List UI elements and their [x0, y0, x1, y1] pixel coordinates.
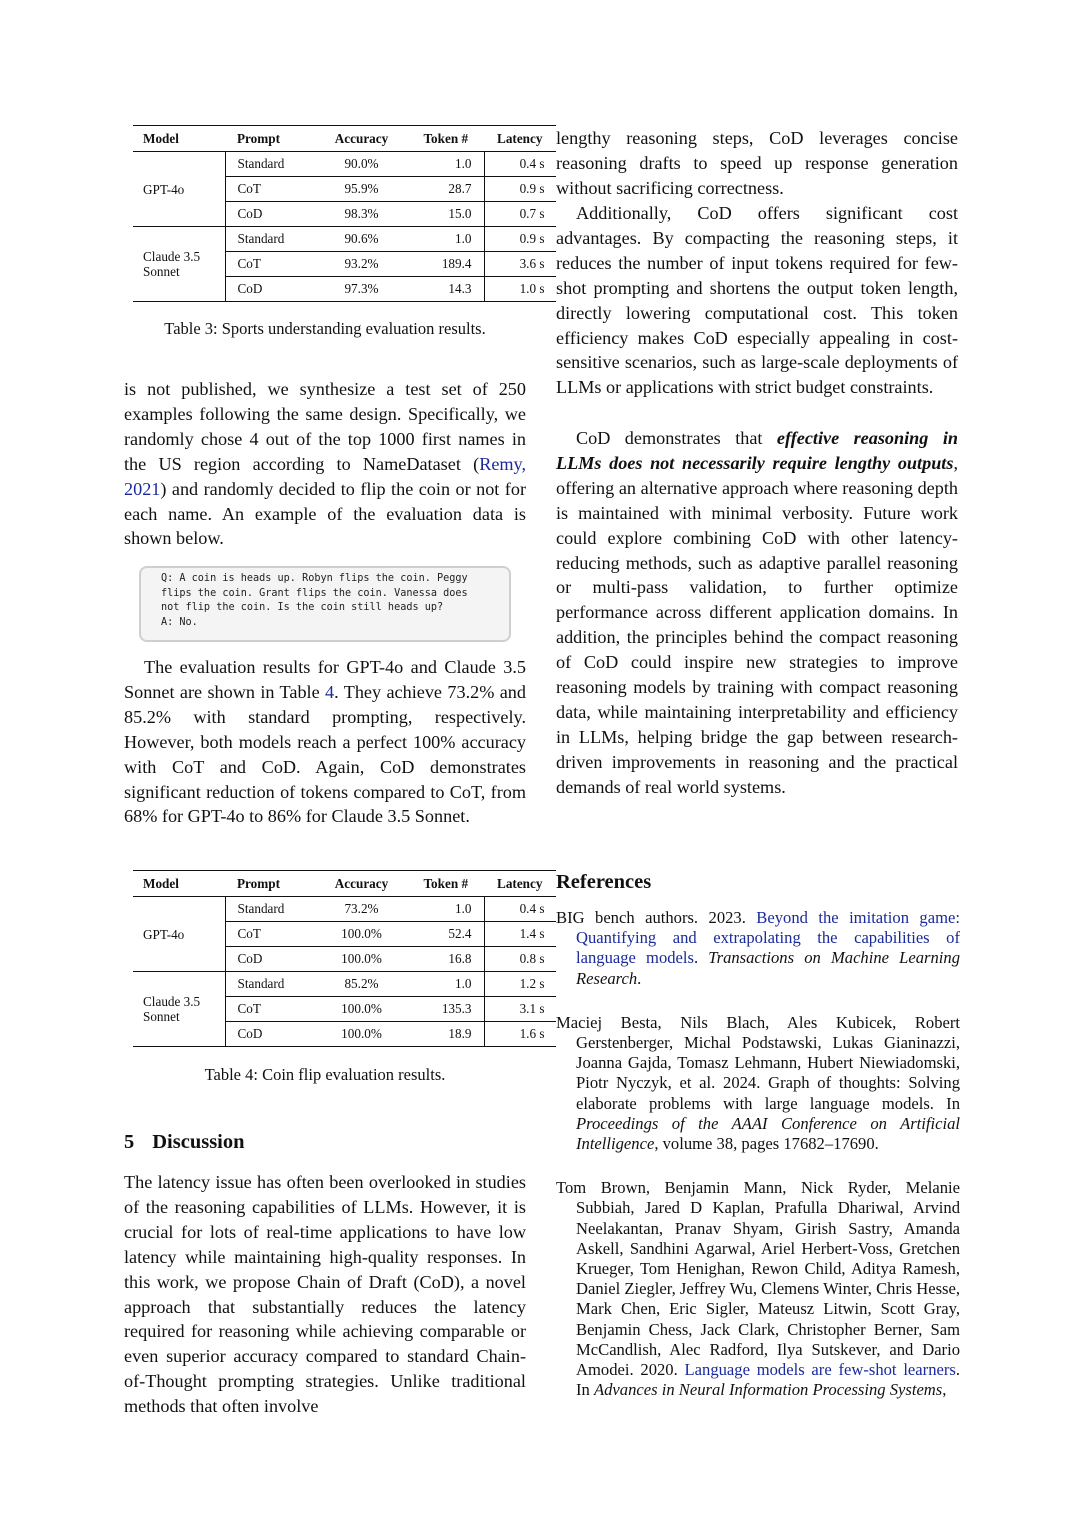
table-4-caption: Table 4: Coin flip evaluation results. [204, 1065, 446, 1084]
prompt-cell: Standard [225, 152, 316, 177]
tokens-cell: 52.4 [408, 922, 485, 947]
model-cell: GPT-4o [143, 926, 185, 942]
latency-cell: 0.9 s [484, 177, 556, 202]
accuracy-cell: 93.2% [316, 252, 408, 277]
table-3 [133, 125, 556, 302]
prompt-cell: CoT [225, 997, 316, 1022]
model-cell: Claude 3.5 Sonnet [133, 227, 225, 302]
prompt-cell: CoT [225, 922, 316, 947]
latency-cell: 0.4 s [484, 897, 556, 922]
table-row [133, 227, 556, 252]
prompt-cell: CoD [225, 277, 316, 302]
table-row [133, 972, 556, 997]
table-header-accuracy: Accuracy [316, 126, 408, 152]
tokens-cell: 14.3 [408, 277, 485, 302]
prompt-cell: CoD [225, 1022, 316, 1047]
latency-cell: 0.4 s [484, 152, 556, 177]
model-cell: Claude 3.5 Sonnet [133, 972, 225, 1047]
reference-link[interactable]: Beyond the imitation game: Quantifying and extrapolating the capabilities of language models [576, 908, 960, 968]
paragraph-cod-concise: lengthy reasoning steps, CoD leverages concise reasoning drafts to speed up response generation without sacrificing correctness. [556, 128, 958, 198]
model-cell: GPT-4o [143, 181, 185, 197]
reference-item: Tom Brown, Benjamin Mann, Nick Ryder, Melanie Subbiah, Jared D Kaplan, Prafulla Dhariwal, Arvind Neelakantan, Pranav Shyam, Girish Sastry, Amanda Askell, Sandhini Agarwal, Ariel Herbert-Voss, Gretchen Krueger, Tom Henighan, Rewon Child, Aditya Ramesh, Daniel Ziegler, Jeffrey Wu, Clemens Winter, Chris Hesse, Mark Chen, Eric Sigler, Mateusz Litwin, Scott Gray, Benjamin Chess, Jack Clark, Christopher Berner, Sam McCandlish, Alec Radford, Ilya Sutskever, and Dario Amodei. 2020. Language models are few-shot learners. In Advances in Neural Information Processing Systems, [556, 1178, 960, 1400]
latency-cell: 1.6 s [484, 1022, 556, 1047]
prompt-cell: CoT [225, 252, 316, 277]
accuracy-cell: 100.0% [316, 997, 408, 1022]
latency-cell: 1.0 s [484, 277, 556, 302]
tokens-cell: 135.3 [408, 997, 485, 1022]
reference-item: BIG bench authors. 2023. Beyond the imitation game: Quantifying and extrapolating the capabilities of language models. Transactions on Machine Learning Research. [556, 908, 961, 988]
table-row [133, 152, 556, 177]
tokens-cell: 15.0 [408, 202, 485, 227]
latency-cell: 3.6 s [484, 252, 556, 277]
prompt-cell: CoT [225, 177, 316, 202]
accuracy-cell: 100.0% [316, 1022, 408, 1047]
prompt-cell: CoD [225, 947, 316, 972]
prompt-cell: CoD [225, 202, 316, 227]
accuracy-cell: 97.3% [316, 277, 408, 302]
emphasis-text: effective reasoning in LLMs does not necessarily require lengthy outputs [556, 428, 958, 473]
tokens-cell: 28.7 [408, 177, 485, 202]
tokens-cell: 16.8 [408, 947, 485, 972]
prompt-cell: Standard [225, 972, 316, 997]
paragraph-results: The evaluation results for GPT-4o and Claude 3.5 Sonnet are shown in Table 4. They achieve 73.2% and 85.2% with standard prompting, respectively. However, both models reach a perfect 100% accuracy with CoT and CoD. Again, CoD demonstrates significant reduction of tokens compared to CoT, from 68% for GPT-4o to 86% for Claude 3.5 Sonnet. [124, 657, 526, 827]
reference-item: Maciej Besta, Nils Blach, Ales Kubicek, Robert Gerstenberger, Michal Podstawski, Lukas Gianinazzi, Joanna Gajda, Tomasz Lehmann, Hubert Niewiadomski, Piotr Nyczyk, et al. 2024. Graph of thoughts: Solving elaborate problems with large language models. In Proceedings of the AAAI Conference on Artificial Intelligence, volume 38, pages 17682–17690. [556, 1012, 960, 1154]
accuracy-cell: 98.3% [316, 202, 408, 227]
citation-link-remy[interactable]: Remy, 2021 [124, 453, 526, 499]
table-header-tokens: Token # [408, 871, 485, 897]
table-header-prompt: Prompt [225, 871, 316, 897]
accuracy-cell: 95.9% [316, 177, 408, 202]
table-row [133, 897, 556, 922]
table-header-model: Model [133, 871, 225, 897]
latency-cell: 0.9 s [484, 227, 556, 252]
accuracy-cell: 73.2% [344, 901, 379, 916]
table-header-prompt: Prompt [225, 126, 316, 152]
example-code-block [139, 566, 511, 642]
tokens-cell: 1.0 [408, 227, 485, 252]
code-line: flips the coin. Grant flips the coin. Vanessa does [161, 587, 468, 599]
table-header-model: Model [133, 126, 225, 152]
accuracy-cell: 100.0% [316, 922, 408, 947]
paragraph-cost: Additionally, CoD offers significant cost advantages. By compacting the reasoning steps, it reduces the number of input tokens required for few-shot prompting and shortens the output token length, directly lowering computational cost. This token efficiency makes CoD especially appealing in cost-sensitive scenarios, such as large-scale deployments of LLMs or applications with strict budget constraints. [556, 203, 958, 398]
tokens-cell: 18.9 [408, 1022, 485, 1047]
tokens-cell: 1.0 [408, 972, 485, 997]
section-heading-discussion: 5 Discussion [124, 1131, 245, 1153]
tokens-cell: 1.0 [455, 901, 472, 916]
accuracy-cell: 85.2% [316, 972, 408, 997]
paragraph-dataset: is not published, we synthesize a test set of 250 examples following the same design. Specifically, we randomly chose 4 out of the top 1000 first names in the US region according to NameDataset (Remy, 2021) and randomly decided to flip the coin or not for each name. An example of the evaluation data is shown below. [124, 379, 526, 549]
tokens-cell: 1.0 [455, 156, 472, 171]
code-line: Q: A coin is heads up. Robyn flips the coin. Peggy [161, 573, 468, 584]
accuracy-cell: 90.6% [316, 227, 408, 252]
paragraph-conclusion: CoD demonstrates that effective reasoning in LLMs does not necessarily require lengthy outputs, offering an alternative approach where reasoning depth is maintained with minimal verbosity. Future work could explore combining CoD with other latency-reducing methods, such as adaptive parallel reasoning or multi-pass validation, to further optimize performance across different application domains. In addition, the principles behind the compact reasoning of CoD could inspire new strategies to improve reasoning models by training with compact reasoning data, while maintaining interpretability and efficiency in LLMs, helping bridge the gap between research-driven improvements in reasoning and the practical demands of real world systems. [556, 428, 958, 797]
table-header-tokens: Token # [408, 126, 485, 152]
table-header-accuracy: Accuracy [316, 871, 408, 897]
reference-link[interactable]: Language models are few-shot learners [684, 1360, 956, 1380]
latency-cell: 1.2 s [484, 972, 556, 997]
accuracy-cell: 100.0% [316, 947, 408, 972]
table-3-caption: Table 3: Sports understanding evaluation results. [164, 319, 486, 338]
latency-cell: 0.7 s [484, 202, 556, 227]
code-line: A: No. [161, 616, 198, 628]
table-header-latency: Latency [484, 871, 556, 897]
latency-cell: 1.4 s [484, 922, 556, 947]
prompt-cell: Standard [225, 897, 316, 922]
references-list [556, 908, 960, 1424]
latency-cell: 3.1 s [484, 997, 556, 1022]
table-4 [133, 870, 556, 1047]
table-header-latency: Latency [484, 126, 556, 152]
table-ref-link[interactable]: 4 [325, 681, 335, 702]
code-line: not flip the coin. Is the coin still heads up? [161, 602, 444, 614]
latency-cell: 0.8 s [484, 947, 556, 972]
references-heading: References [556, 871, 652, 893]
tokens-cell: 189.4 [408, 252, 485, 277]
accuracy-cell: 90.0% [344, 156, 379, 171]
paragraph-discussion: The latency issue has often been overlooked in studies of the reasoning capabilities of LLMs. However, it is crucial for lots of real-time applications to have low latency while maintaining high-quality responses. In this work, we propose Chain of Draft (CoD), a novel approach that substantially reduces the latency required for reasoning while achieving comparable or even superior accuracy compared to standard Chain-of-Thought prompting strategies. Unlike traditional methods that often involve [124, 1172, 526, 1417]
prompt-cell: Standard [225, 227, 316, 252]
